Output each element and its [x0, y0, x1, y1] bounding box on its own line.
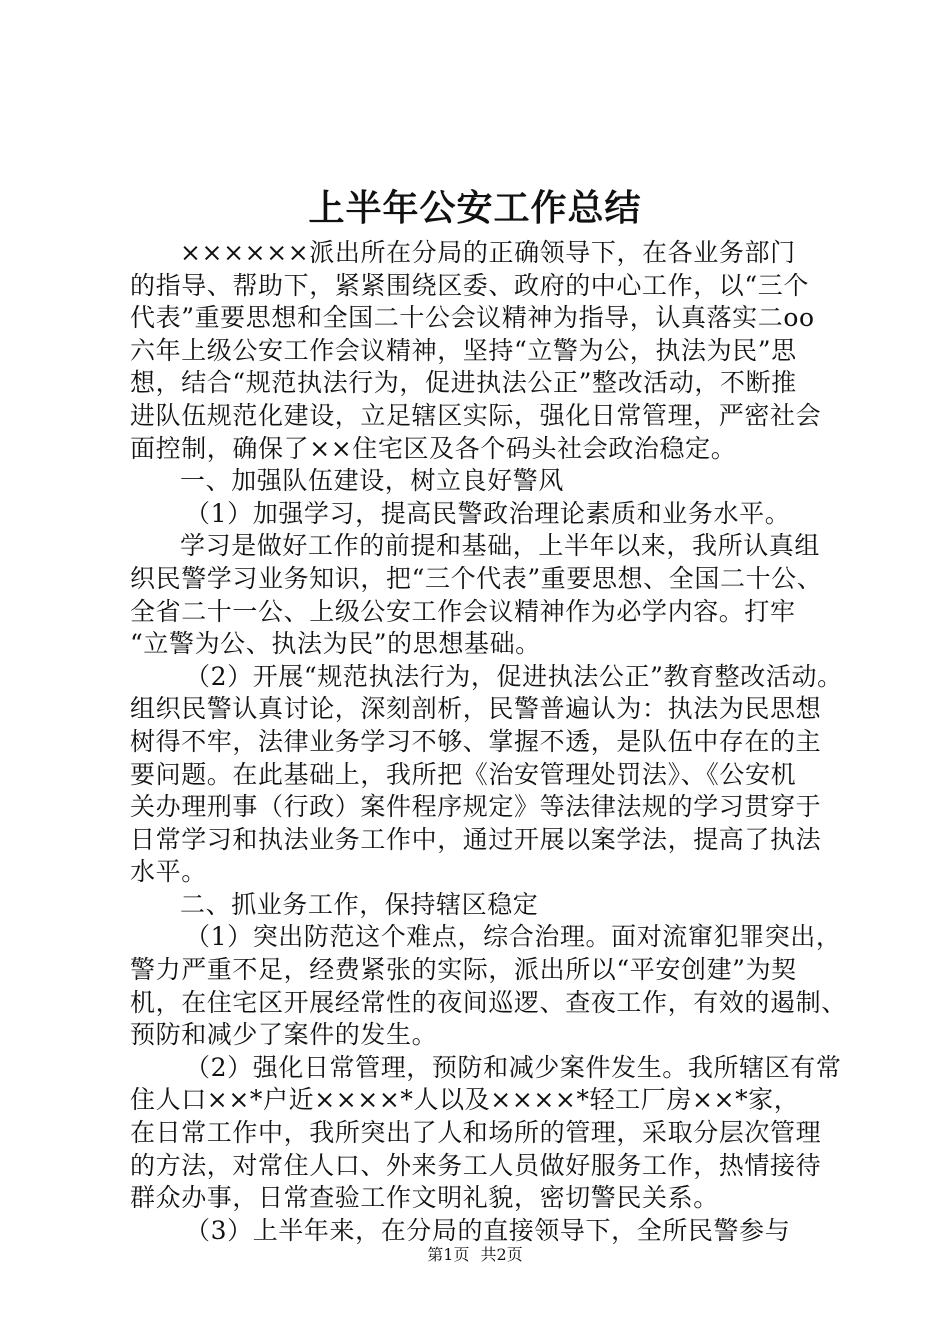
text-line: 树得不牢，法律业务学习不够、掌握不透，是队伍中存在的主 — [130, 726, 822, 756]
page-total: 共2页 — [480, 1245, 523, 1264]
text-line: 机，在住宅区开展经常性的夜间巡逻、查夜工作，有效的遏制、 — [130, 987, 847, 1017]
text-line: “立警为公、执法为民”的思想基础。 — [130, 629, 541, 659]
text-line: 组织民警认真讨论，深刻剖析，民警普遍认为：执法为民思想 — [130, 694, 822, 724]
text-line: 住人口××*户近××××*人以及××××*轻工厂房××*家， — [130, 1085, 800, 1115]
text-line: 的指导、帮助下，紧紧围绕区委、政府的中心工作，以“三个 — [130, 270, 809, 300]
text-line: 预防和减少了案件的发生。 — [130, 1020, 438, 1050]
subsection-heading: （2）开展“规范执法行为，促进执法公正”教育整改活动。 — [185, 661, 843, 691]
text-line: 进队伍规范化建设，立足辖区实际，强化日常管理，严密社会 — [130, 400, 822, 430]
text-line: 的方法，对常住人口、外来务工人员做好服务工作，热情接待 — [130, 1150, 822, 1180]
page-number: 第1页 — [427, 1245, 470, 1264]
page-footer — [0, 1245, 950, 1265]
text-line: 警力严重不足，经费紧张的实际，派出所以“平安创建”为契 — [130, 955, 797, 985]
document-body — [130, 237, 847, 1247]
section-heading: 一、加强队伍建设，树立良好警风 — [180, 466, 565, 496]
text-line: 群众办事，日常查验工作文明礼貌，密切警民关系。 — [130, 1183, 719, 1213]
text-line: 全省二十一公、上级公安工作会议精神作为必学内容。打牢 — [130, 596, 796, 626]
text-line: 在日常工作中，我所突出了人和场所的管理，采取分层次管理 — [130, 1118, 822, 1148]
text-line: 要问题。在此基础上，我所把《治安管理处罚法》、《公安机 — [130, 759, 797, 789]
text-line: 织民警学习业务知识，把“三个代表”重要思想、全国二十公、 — [130, 563, 823, 593]
subsection-heading: （2）强化日常管理，预防和减少案件发生。我所辖区有常 — [185, 1052, 842, 1082]
text-line: ××××××派出所在分局的正确领导下，在各业务部门 — [180, 238, 796, 267]
subsection-heading: （1）加强学习，提高民警政治理论素质和业务水平。 — [185, 498, 791, 528]
text-line: 学习是做好工作的前提和基础，上半年以来，我所认真组 — [180, 531, 821, 561]
document-title: 上半年公安工作总结 — [308, 188, 642, 229]
text-line: 想，结合“规范执法行为，促进执法公正”整改活动，不断推 — [130, 368, 797, 398]
text-line: 六年上级公安工作会议精神，坚持“立警为公，执法为民”思 — [130, 335, 797, 365]
text-line: 水平。 — [130, 857, 207, 887]
text-line: 代表”重要思想和全国二十公会议精神为指导，认真落实二oo — [130, 303, 815, 333]
text-line: 关办理刑事（行政）案件程序规定》等法律法规的学习贯穿于 — [130, 792, 822, 822]
subsection-heading: （3）上半年来，在分局的直接领导下，全所民警参与 — [185, 1215, 791, 1245]
subsection-heading: （1）突出防范这个难点，综合治理。面对流窜犯罪突出， — [185, 922, 842, 952]
text-line: 日常学习和执法业务工作中，通过开展以案学法，提高了执法 — [130, 824, 822, 854]
text-line: 面控制，确保了××住宅区及各个码头社会政治稳定。 — [130, 433, 737, 463]
section-heading: 二、抓业务工作，保持辖区稳定 — [180, 889, 539, 919]
